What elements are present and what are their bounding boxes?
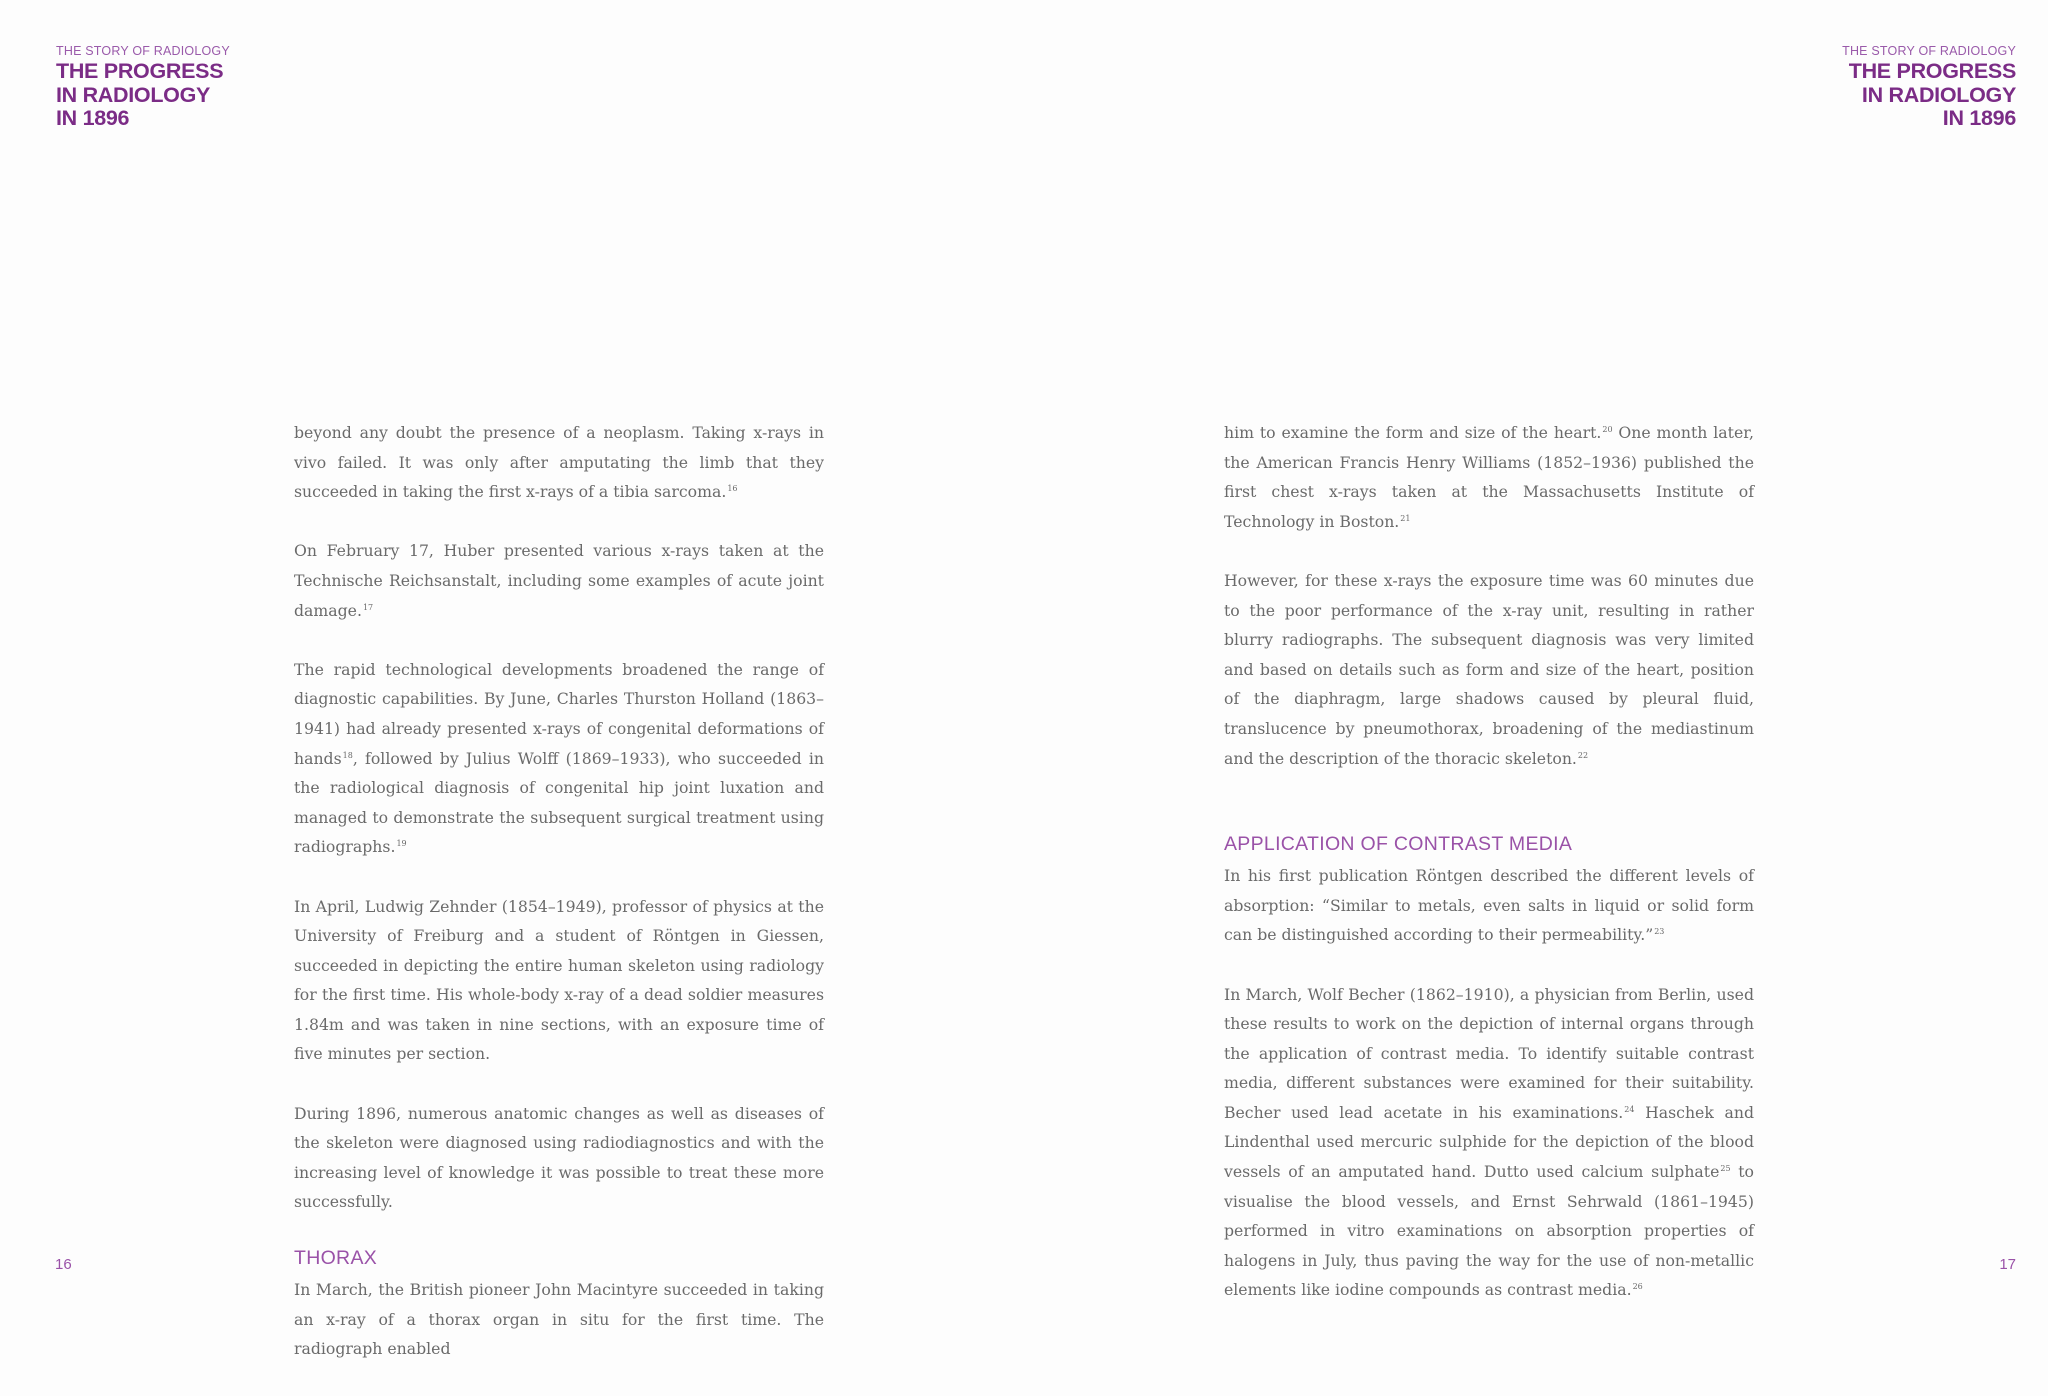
body-paragraph <box>294 655 824 862</box>
paragraph-text: In March, Wolf Becher (1862–1910), a physician from Berlin, used these results to work on the depiction of internal organs through the application of contrast media. To identify suitable contrast media, different substances were examined for their suitability. Becher used lead acetate in his examinations. <box>1224 984 1754 1122</box>
paragraph-text: On February 17, Huber presented various x-rays taken at the Technische Reichsanstalt, including some examples of acute joint damage. <box>294 541 824 620</box>
body-paragraph <box>1224 861 1754 950</box>
book-title-kicker: THE STORY OF RADIOLOGY <box>1842 44 2016 58</box>
footnote-ref: 24 <box>1624 1104 1635 1114</box>
chapter-title-line: IN RADIOLOGY <box>56 82 211 107</box>
chapter-title-line: IN 1896 <box>56 106 130 130</box>
body-column <box>294 418 824 1364</box>
chapter-title <box>1842 60 2016 131</box>
footnote-ref: 18 <box>342 750 353 760</box>
chapter-title-line: IN RADIOLOGY <box>1861 82 2016 107</box>
footnote-ref: 19 <box>396 839 407 849</box>
body-paragraph <box>294 1275 824 1364</box>
running-head <box>56 44 230 131</box>
paragraph-text: However, for these x-rays the exposure time was 60 minutes due to the poor performance of the x-ray unit, resulting in rather blurry radiographs. The subsequent diagnosis was very limited and based on details such as form and size of the heart, position of the diaphragm, large shadows caused by pleural fluid, translucence by pneumothorax, broadening of the mediastinum and the description of the thoracic skeleton. <box>1224 570 1754 768</box>
paragraph-text: him to examine the form and size of the heart. <box>1224 423 1602 442</box>
chapter-title-line: THE PROGRESS <box>1848 59 2016 83</box>
body-column <box>1224 418 1754 1305</box>
footnote-ref: 25 <box>1720 1164 1731 1174</box>
chapter-title-line: THE PROGRESS <box>56 59 224 83</box>
chapter-title <box>56 60 230 131</box>
paragraph-text: In his first publication Röntgen described the different levels of absorption: “Similar to metals, even salts in liquid or solid form can be distinguished according to their permeability.” <box>1224 866 1754 945</box>
page-number: 17 <box>1999 1256 2016 1273</box>
footnote-ref: 21 <box>1400 513 1411 523</box>
footnote-ref: 26 <box>1632 1282 1643 1292</box>
body-paragraph <box>294 892 824 1070</box>
paragraph-text: The rapid technological developments broadened the range of diagnostic capabilities. By June, Charles Thurston Holland (1863–1941) had already presented x-rays of congenital deformations of hands <box>294 659 824 768</box>
footnote-ref: 23 <box>1654 927 1665 937</box>
paragraph-text: Haschek and Lindenthal used mercuric sulphide for the depiction of the blood vessels of an amputated hand. Dutto used calcium sulphate <box>1224 1102 1754 1182</box>
book-title-kicker: THE STORY OF RADIOLOGY <box>56 44 230 58</box>
body-paragraph <box>294 536 824 625</box>
chapter-title-line: IN 1896 <box>1942 106 2016 130</box>
paragraph-text: beyond any doubt the presence of a neoplasm. Taking x-rays in vivo failed. It was only after amputating the limb that they succeeded in taking the first x-rays of a tibia sarcoma. <box>294 423 824 502</box>
body-paragraph <box>294 1099 824 1217</box>
page-number: 16 <box>55 1256 72 1273</box>
footnote-ref: 22 <box>1577 750 1589 760</box>
running-head <box>1842 44 2016 131</box>
body-paragraph <box>1224 566 1754 773</box>
paragraph-text: In March, the British pioneer John Macintyre succeeded in taking an x-ray of a thorax organ in situ for the first time. The radiograph enabled <box>294 1280 824 1359</box>
paragraph-text: to visualise the blood vessels, and Ernst Sehrwald (1861–1945) performed in vitro examinations on absorption properties of halogens in July, thus paving the way for the use of non-metallic elements like iodine compounds as contrast media. <box>1224 1162 1754 1300</box>
body-paragraph <box>1224 418 1754 536</box>
paragraph-text: One month later, the American Francis Henry Williams (1852–1936) published the first chest x-rays taken at the Massachusetts Institute of Technology in Boston. <box>1224 423 1754 531</box>
section-heading: THORAX <box>294 1247 378 1270</box>
body-paragraph <box>294 418 824 507</box>
footnote-ref: 20 <box>1602 425 1613 434</box>
right-page <box>1024 0 2048 1396</box>
footnote-ref: 17 <box>362 602 374 612</box>
paragraph-text: During 1896, numerous anatomic changes as well as diseases of the skeleton were diagnosed using radiodiagnostics and with the increasing level of knowledge it was possible to treat these more successfully. <box>294 1103 824 1212</box>
paragraph-text: , followed by Julius Wolff (1869–1933), who succeeded in the radiological diagnosis of congenital hip joint luxation and managed to demonstrate the subsequent surgical treatment using radiographs. <box>294 748 824 857</box>
footnote-ref: 16 <box>727 484 738 494</box>
paragraph-text: In April, Ludwig Zehnder (1854–1949), professor of physics at the University of Freiburg and a student of Röntgen in Giessen, succeeded in depicting the entire human skeleton using radiology for the first time. His whole-body x-ray of a dead soldier measures 1.84m and was taken in nine sections, with an exposure time of five minutes per section. <box>294 896 824 1064</box>
section-heading: APPLICATION OF CONTRAST MEDIA <box>1224 833 1573 856</box>
body-paragraph <box>1224 980 1754 1306</box>
